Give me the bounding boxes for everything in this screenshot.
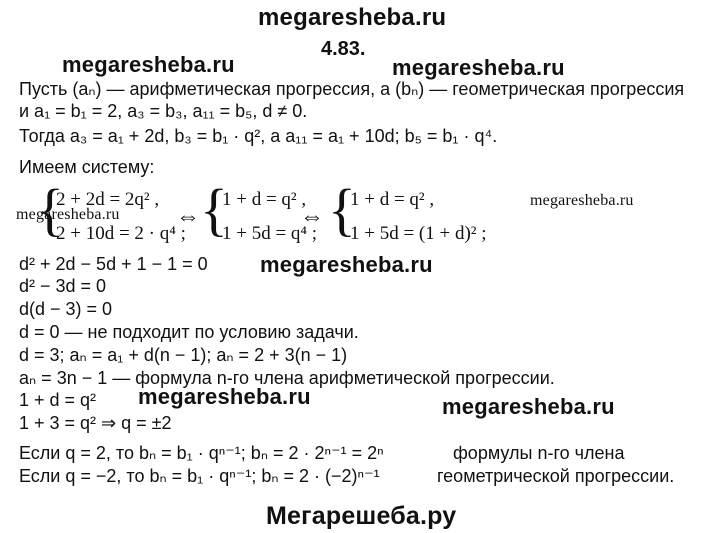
system-3-eq-2: 1 + 5d = (1 + d)² ; <box>350 223 487 244</box>
watermark-left-small: megaresheba.ru <box>16 206 120 223</box>
system-brace-3: { <box>328 177 356 242</box>
system-2-eq-1: 1 + d = q² , <box>222 189 307 210</box>
problem-number: 4.83. <box>321 38 366 60</box>
watermark-top: megaresheba.ru <box>258 4 447 31</box>
text-line-14-right: геометрической прогрессии. <box>437 466 675 486</box>
watermark-left-2: megaresheba.ru <box>138 384 311 409</box>
text-line-10: aₙ = 3n − 1 — формула n-го члена арифметической прогрессии. <box>19 368 555 388</box>
watermark-right-1: megaresheba.ru <box>392 55 565 80</box>
text-line-11: 1 + d = q² <box>19 390 97 410</box>
text-line-9: d = 3; aₙ = a₁ + d(n − 1); aₙ = 2 + 3(n − 1) <box>19 345 348 365</box>
text-line-14: Если q = −2, то bₙ = b₁ · qⁿ⁻¹; bₙ = 2 · (−2)ⁿ⁻¹ <box>19 466 380 486</box>
system-2-eq-2: 1 + 5d = q⁴ ; <box>222 223 318 244</box>
system-brace-1: { <box>36 177 64 242</box>
text-line-1: Пусть (aₙ) — арифметическая прогрессия, а (bₙ) — геометрическая прогрессия <box>19 79 685 99</box>
text-line-12: 1 + 3 = q² ⇒ q = ±2 <box>19 413 172 433</box>
watermark-right-small: megaresheba.ru <box>530 192 634 209</box>
watermark-mid: megaresheba.ru <box>260 252 433 277</box>
text-line-3: Тогда a₃ = a₁ + 2d, b₃ = b₁ · q², а a₁₁ = a₁ + 10d; b₅ = b₁ · q⁴. <box>19 126 498 146</box>
text-line-2: и a₁ = b₁ = 2, a₃ = b₃, a₁₁ = b₅, d ≠ 0. <box>19 101 308 121</box>
system-3-eq-1: 1 + d = q² , <box>350 189 435 210</box>
text-line-7: d(d − 3) = 0 <box>19 299 113 319</box>
text-line-13-right: формулы n-го члена <box>453 443 625 463</box>
text-line-8: d = 0 — не подходит по условию задачи. <box>19 322 359 342</box>
system-1-eq-2: 2 + 10d = 2 · q⁴ ; <box>56 223 186 244</box>
equivalence-arrow-1: ⇔ <box>176 203 200 230</box>
text-line-6: d² − 3d = 0 <box>19 276 107 296</box>
system-1-eq-1: 2 + 2d = 2q² , <box>56 189 160 210</box>
watermark-right-2: megaresheba.ru <box>442 394 615 419</box>
watermark-left-1: megaresheba.ru <box>62 52 235 77</box>
equivalence-arrow-2: ⇔ <box>300 203 324 230</box>
text-line-13: Если q = 2, то bₙ = b₁ · qⁿ⁻¹; bₙ = 2 · 2ⁿ⁻¹ = 2ⁿ <box>19 443 384 463</box>
text-line-4: Имеем систему: <box>19 157 155 177</box>
text-line-5: d² + 2d − 5d + 1 − 1 = 0 <box>19 254 208 274</box>
watermark-bottom: Мегарешеба.ру <box>266 502 457 530</box>
system-brace-2: { <box>200 177 228 242</box>
